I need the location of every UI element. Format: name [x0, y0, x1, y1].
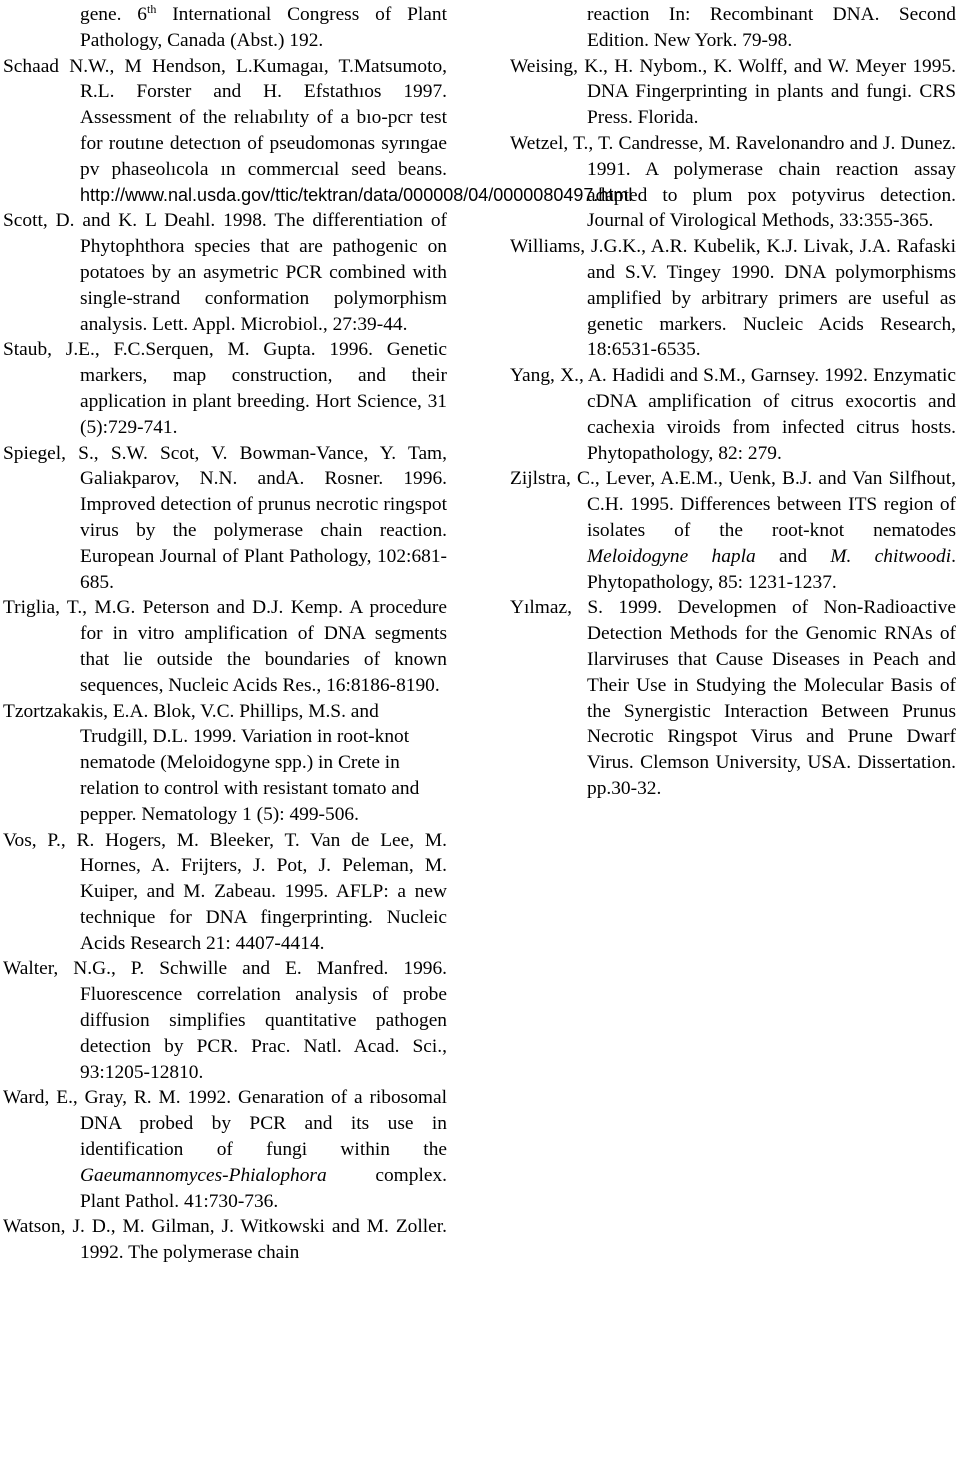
right-column [510, 2, 956, 802]
reference-ward [3, 1085, 447, 1214]
reference-text: Schaad N.W., M Hendson, L.Kumagaı, T.Matsumoto, R.L. Forster and H. Efstathıos 1997. Assessment of the relıabılıty of a bıo-pcr test for routıne detectıon of pseudomonas syrıngae pv phaseolıcola ın commercıal seed beans. [3, 55, 447, 180]
reference-text: Ward, E., Gray, R. M. 1992. Genaration of a ribosomal DNA probed by PCR and its use in identification of fungi within the [3, 1087, 447, 1161]
left-column [3, 2, 633, 1266]
reference-url[interactable]: http://www.nal.usda.gov/ttic/tektran/data/000008/04/0000080497.html [80, 184, 633, 205]
reference-triglia: Triglia, T., M.G. Peterson and D.J. Kemp. A procedure for in vitro amplification of DNA segments that lie outside the boundaries of known sequences, Nucleic Acids Res., 16:8186-8190. [3, 597, 447, 696]
reference-continuation [3, 2, 447, 54]
reference-zijlstra [510, 466, 956, 595]
taxon-name: Meloidogyne hapla [587, 545, 756, 567]
reference-tzortzakakis: Tzortzakakis, E.A. Blok, V.C. Phillips, M.S. and Trudgill, D.L. 1999. Variation in root-knot nematode (Meloidogyne spp.) in Crete in relation to control with resistant tomato and pepper. Nematology 1 (5): 499-506. [3, 700, 420, 825]
reference-yang: Yang, X., A. Hadidi and S.M., Garnsey. 1992. Enzymatic cDNA amplification of citrus exocortis and cachexia viroids from infected citrus hosts. Phytopathology, 82: 279. [510, 365, 956, 464]
reference-continuation: reaction In: Recombinant DNA. Second Edition. New York. 79-98. [587, 4, 956, 51]
reference-weising: Weising, K., H. Nybom., K. Wolff, and W. Meyer 1995. DNA Fingerprinting in plants and fungi. CRS Press. Florida. [510, 55, 956, 129]
taxon-name: Gaeumannomyces-Phialophora [80, 1164, 327, 1186]
reference-scott: Scott, D. and K. L Deahl. 1998. The differentiation of Phytophthora species that are pathogenic on potatoes by an asymetric PCR combined with single-strand conformation polymorphism analysis. Lett. Appl. Microbiol., 27:39-44. [3, 210, 447, 335]
reference-spiegel: Spiegel, S., S.W. Scot, V. Bowman-Vance, Y. Tam, Galiakparov, N.N. andA. Rosner. 1996. Improved detection of prunus necrotic ringspot virus by the polymerase chain reaction. European Journal of Plant Pathology, 102:681-685. [3, 442, 447, 593]
reference-schaad [3, 54, 633, 209]
reference-vos: Vos, P., R. Hogers, M. Bleeker, T. Van de Lee, M. Hornes, A. Frijters, J. Pot, J. Peleman, M. Kuiper, and M. Zabeau. 1995. AFLP: a new technique for DNA fingerprinting. Nucleic Acids Research 21: 4407-4414. [3, 829, 447, 954]
continuation-text: gene. 6 [80, 4, 147, 25]
reference-staub: Staub, J.E., F.C.Serquen, M. Gupta. 1996. Genetic markers, map construction, and their application in plant breeding. Hort Science, 31 (5):729-741. [3, 339, 447, 438]
reference-text-rest: . Phytopathology, 85: 1231-1237. [587, 545, 956, 593]
reference-text-rest: complex. Plant Pathol. 41:730-736. [80, 1164, 447, 1212]
reference-watson: Watson, J. D., M. Gilman, J. Witkowski and M. Zoller. 1992. The polymerase chain [3, 1216, 447, 1264]
reference-yilmaz: Yılmaz, S. 1999. Developmen of Non-Radioactive Detection Methods for the Genomic RNAs of Ilarviruses that Cause Diseases in Peach and Their Use in Studying the Molecular Basis of the Synergistic Interaction Between Prunus Necrotic Ringspot Virus and Prune Dwarf Virus. Clemson University, USA. Dissertation. pp.30-32. [510, 597, 956, 799]
reference-williams: Williams, J.G.K., A.R. Kubelik, K.J. Livak, J.A. Rafaski and S.V. Tingey 1990. DNA polymorphisms amplified by arbitrary primers are useful as genetic markers. Nucleic Acids Research, 18:6531-6535. [510, 236, 956, 361]
taxon-name-2: M. chitwoodi [830, 545, 952, 567]
reference-wetzel: Wetzel, T., T. Candresse, M. Ravelonandro and J. Dunez. 1991. A polymerase chain reaction assay adapted to plum pox potyvirus detection. Journal of Virological Methods, 33:355-365. [510, 132, 956, 232]
ordinal-superscript: th [147, 2, 157, 16]
continuation-text-rest: International Congress of Plant Pathology, Canada (Abst.) 192. [80, 4, 447, 51]
reference-walter: Walter, N.G., P. Schwille and E. Manfred. 1996. Fluorescence correlation analysis of probe diffusion simplifies quantitative pathogen detection by PCR. Prac. Natl. Acad. Sci., 93:1205-12810. [3, 958, 447, 1083]
reference-text-middle: and [755, 545, 831, 567]
reference-text: Zijlstra, C., Lever, A.E.M., Uenk, B.J. and Van Silfhout, C.H. 1995. Differences between ITS region of isolates of the root-knot nematodes [510, 468, 956, 541]
